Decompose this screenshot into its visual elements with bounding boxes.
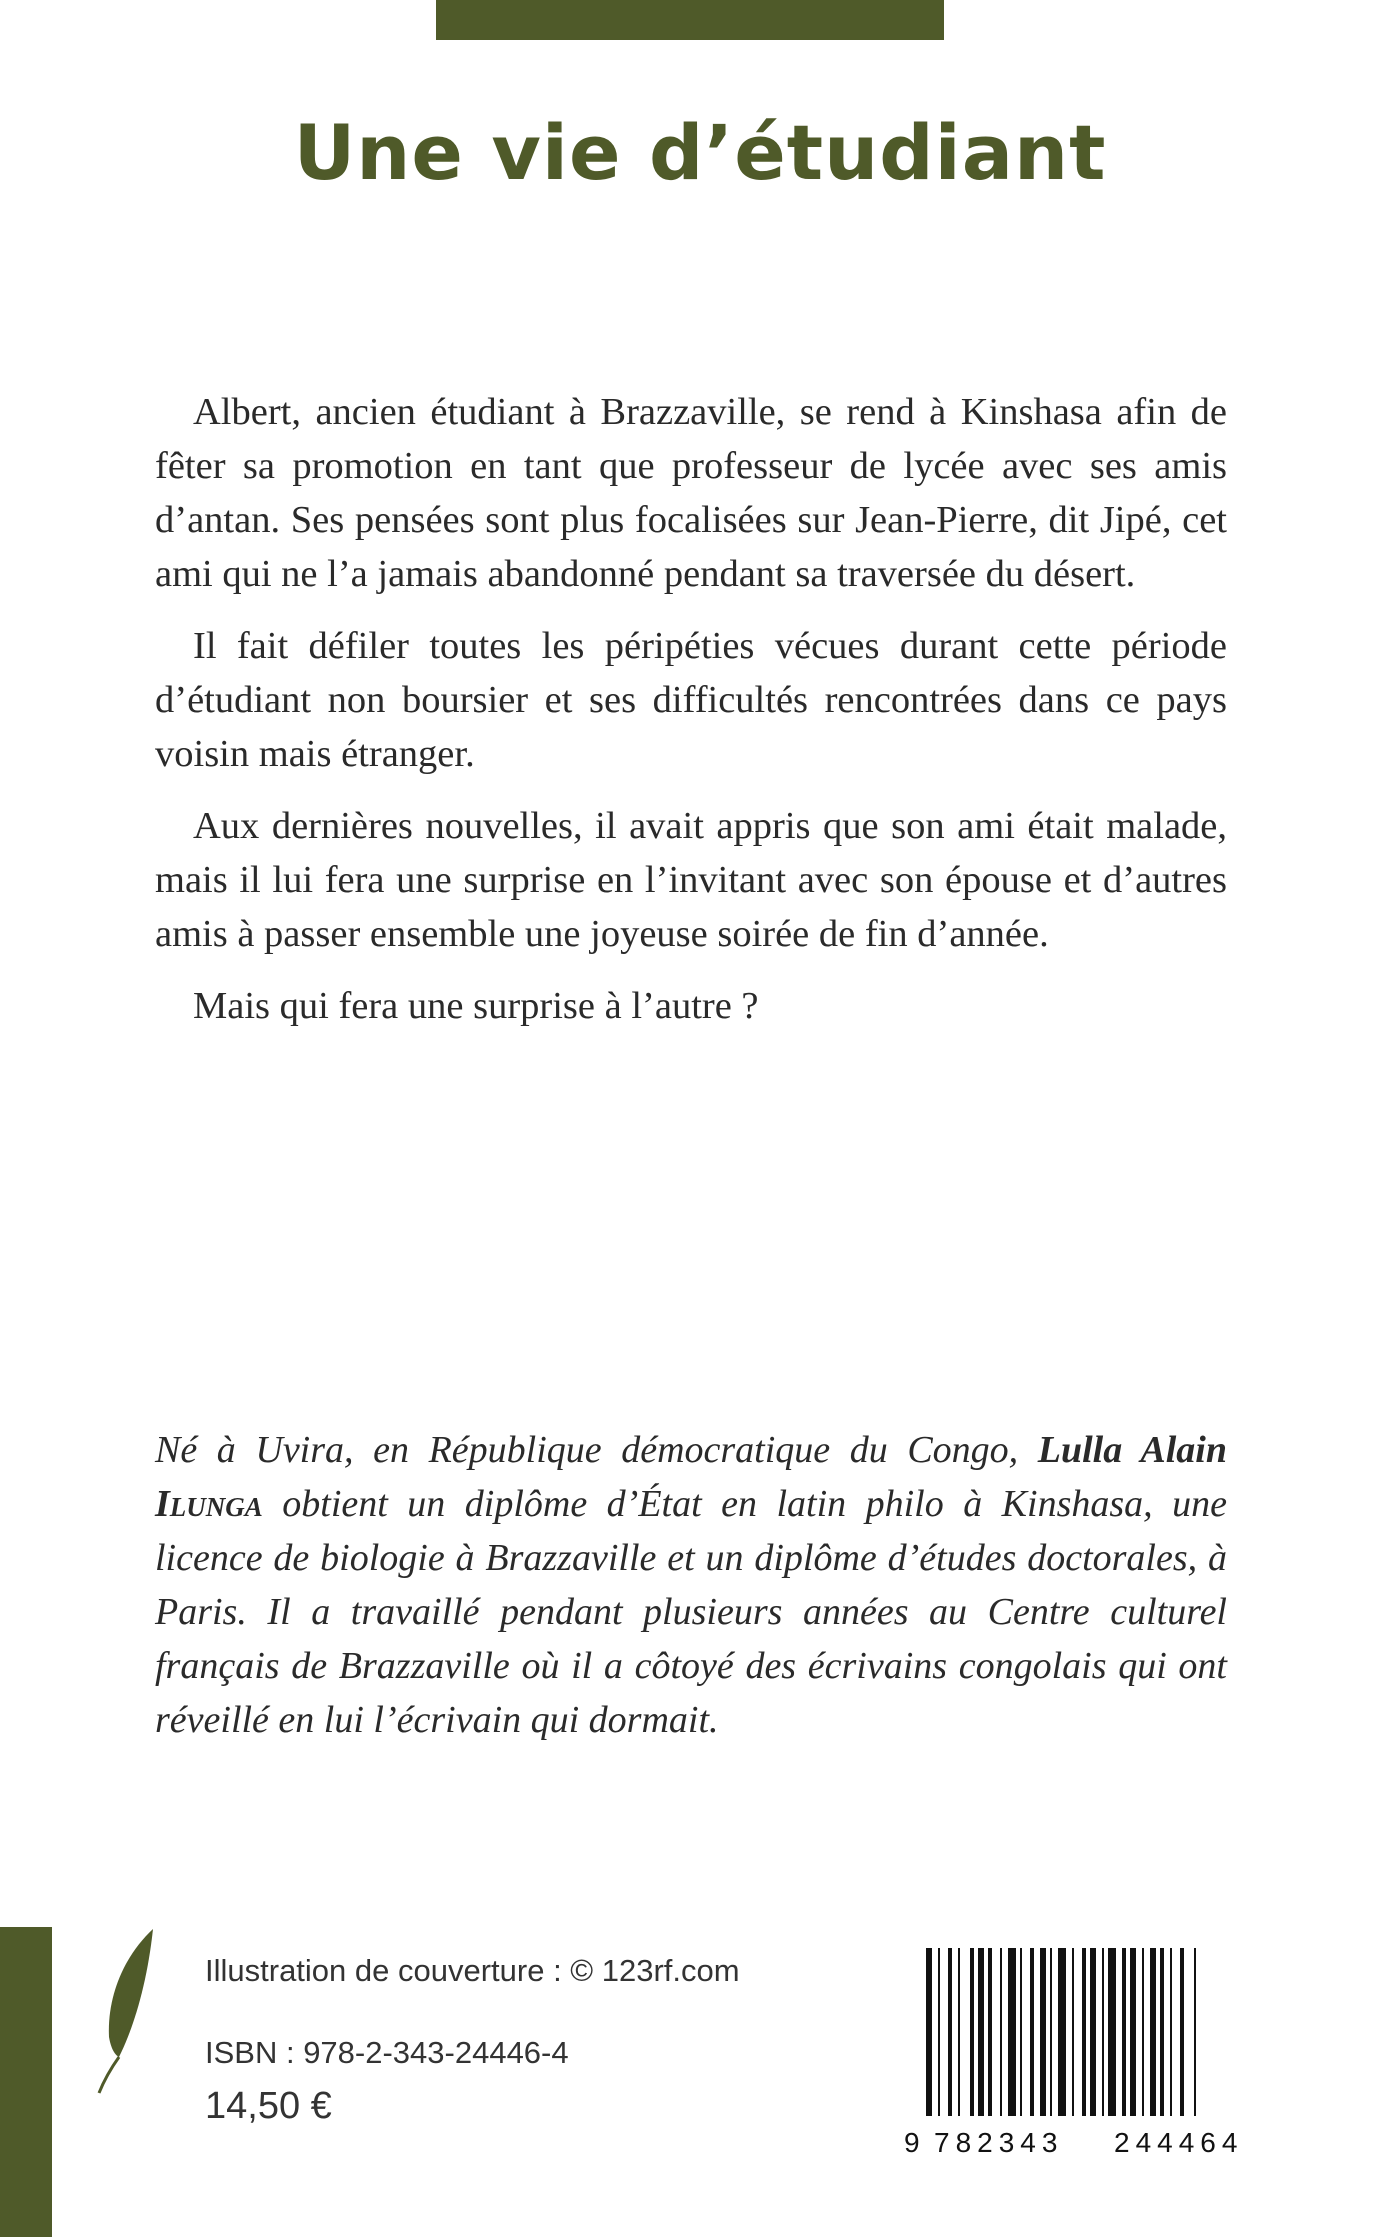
barcode-left-digits: 782343: [934, 2127, 1064, 2158]
summary-paragraph: Mais qui fera une surprise à l’autre ?: [193, 985, 759, 1027]
barcode-bar: [1090, 1948, 1096, 2116]
barcode-bar: [1000, 1948, 1002, 2116]
barcode-bar: [1102, 1948, 1104, 2116]
bio-intro: Né à Uvira, en République démocratique du Congo,: [155, 1429, 1038, 1471]
bio-rest: obtient un diplôme d’État en latin philo à Kinshasa, une licence de biologie à Brazzaville et un diplôme d’études doctorales, à Paris. Il a travaillé pendant plusieurs années au Centre culturel français de Brazzaville où il a côtoyé des écrivains congolais qui ont réveillé en lui l’écrivain qui dormait.: [155, 1483, 1227, 1741]
barcode-bar: [1040, 1948, 1046, 2116]
author-bio-paragraph: [155, 1423, 1227, 1747]
barcode-bar: [1160, 1948, 1164, 2116]
barcode-bar: [1050, 1948, 1052, 2116]
feather-icon: [95, 1925, 167, 2095]
author-last-name: Ilunga: [155, 1483, 263, 1525]
barcode-bar: [1020, 1948, 1022, 2116]
barcode-bar: [1082, 1948, 1086, 2116]
barcode-bar: [1122, 1948, 1126, 2116]
summary-paragraph: Aux dernières nouvelles, il avait appris que son ami était malade, mais il lui fera une surprise en l’invitant avec son épouse et d’autres amis à passer ensemble une joyeuse soirée de fin d’année.: [155, 805, 1227, 955]
barcode-bar: [926, 1948, 932, 2116]
barcode-bar: [988, 1948, 992, 2116]
barcode-bar: [1030, 1948, 1034, 2116]
price-text: 14,50 €: [205, 2085, 332, 2127]
barcode-graphic: [892, 1940, 1306, 2160]
barcode-bar: [1108, 1948, 1116, 2116]
barcode-lead-digit: 9: [904, 2127, 920, 2158]
barcode-bar: [978, 1948, 984, 2116]
barcode-bar: [958, 1948, 960, 2116]
barcode-bar: [1180, 1948, 1184, 2116]
barcode-right-digits: 244464: [1114, 2127, 1244, 2158]
barcode-bar: [948, 1948, 952, 2116]
summary-paragraph: Il fait défiler toutes les péripéties vécues durant cette période d’étudiant non boursier et ses difficultés rencontrées dans ce pays voisin mais étranger.: [155, 625, 1227, 775]
summary-paragraph: Albert, ancien étudiant à Brazzaville, se rend à Kinshasa afin de fêter sa promotion en tant que professeur de lycée avec ses amis d’antan. Ses pensées sont plus focalisées sur Jean-Pierre, dit Jipé, cet ami qui ne l’a jamais abandonné pendant sa traversée du désert.: [155, 391, 1227, 595]
barcode-bar: [1058, 1948, 1066, 2116]
barcode-bar: [1130, 1948, 1136, 2116]
barcode-bar: [1072, 1948, 1074, 2116]
author-bio: [155, 1423, 1227, 1747]
barcode-bar: [970, 1948, 974, 2116]
isbn-text: ISBN : 978-2-343-24446-4: [205, 2035, 569, 2070]
summary-text: [155, 385, 1227, 1051]
barcode-bar: [1194, 1948, 1196, 2116]
barcode: [892, 1940, 1306, 2160]
side-color-bar: [0, 1927, 52, 2237]
barcode-bar: [1150, 1948, 1156, 2116]
top-color-band: [436, 0, 944, 40]
barcode-bar: [1170, 1948, 1172, 2116]
author-first-name: Lulla Alain: [1037, 1429, 1227, 1471]
barcode-bar: [938, 1948, 940, 2116]
book-title: Une vie d’étudiant: [293, 108, 1107, 197]
barcode-bar: [1142, 1948, 1144, 2116]
illustration-credit: Illustration de couverture : © 123rf.com: [205, 1953, 740, 1988]
barcode-bar: [1008, 1948, 1016, 2116]
